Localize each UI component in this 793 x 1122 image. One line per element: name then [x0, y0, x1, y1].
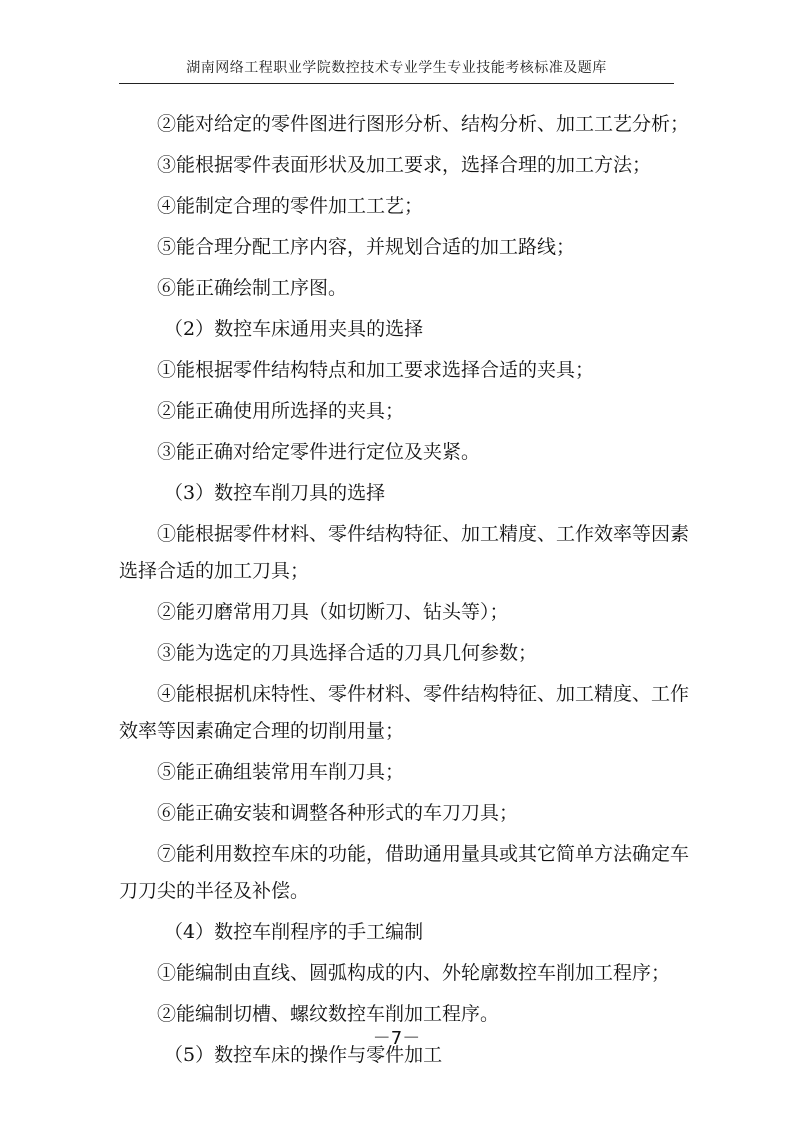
- text-line: ③能根据零件表面形状及加工要求，选择合理的加工方法；: [157, 154, 652, 176]
- text-line: ⑤能正确组装常用车削刀具；: [157, 761, 405, 783]
- text-line: ③能为选定的刀具选择合适的刀具几何参数；: [157, 642, 538, 664]
- section-heading: （5）数控车床的操作与零件加工: [164, 1044, 443, 1066]
- text-line: ⑤能合理分配工序内容，并规划合适的加工路线；: [157, 236, 576, 258]
- section-heading: （3）数控车削刀具的选择: [164, 482, 386, 504]
- text-line: ⑥能正确绘制工序图。: [157, 277, 348, 299]
- text-line: ③能正确对给定零件进行定位及夹紧。: [157, 441, 481, 463]
- header-divider: [119, 83, 674, 84]
- text-line: ②能正确使用所选择的夹具；: [157, 400, 405, 422]
- page-number: －7－: [372, 1028, 421, 1049]
- page-header: 湖南网络工程职业学院数控技术专业学生专业技能考核标准及题库: [186, 60, 607, 76]
- text-line: ①能编制由直线、圆弧构成的内、外轮廓数控车削加工程序；: [157, 962, 671, 984]
- text-line: ⑦能利用数控车床的功能，借助通用量具或其它简单方法确定车: [157, 843, 690, 865]
- text-line: ④能根据机床特性、零件材料、零件结构特征、加工精度、工作: [157, 683, 690, 705]
- text-line: ②能刃磨常用刀具（如切断刀、钻头等）；: [157, 601, 509, 623]
- text-line-continuation: 选择合适的加工刀具；: [119, 560, 310, 582]
- text-line-continuation: 刀刀尖的半径及补偿。: [119, 880, 310, 902]
- text-line: ⑥能正确安装和调整各种形式的车刀刀具；: [157, 802, 519, 824]
- body-text: [119, 112, 690, 1084]
- text-line: ①能根据零件结构特点和加工要求选择合适的夹具；: [157, 359, 595, 381]
- section-heading: （2）数控车床通用夹具的选择: [164, 318, 424, 340]
- text-line-continuation: 效率等因素确定合理的切削用量；: [119, 720, 405, 742]
- text-line: ②能对给定的零件图进行图形分析、结构分析、加工工艺分析；: [157, 113, 690, 135]
- text-line: ④能制定合理的零件加工工艺；: [157, 195, 424, 217]
- text-line: ①能根据零件材料、零件结构特征、加工精度、工作效率等因素: [157, 523, 690, 545]
- section-heading: （4）数控车削程序的手工编制: [164, 921, 424, 943]
- text-line: ②能编制切槽、螺纹数控车削加工程序。: [157, 1003, 500, 1025]
